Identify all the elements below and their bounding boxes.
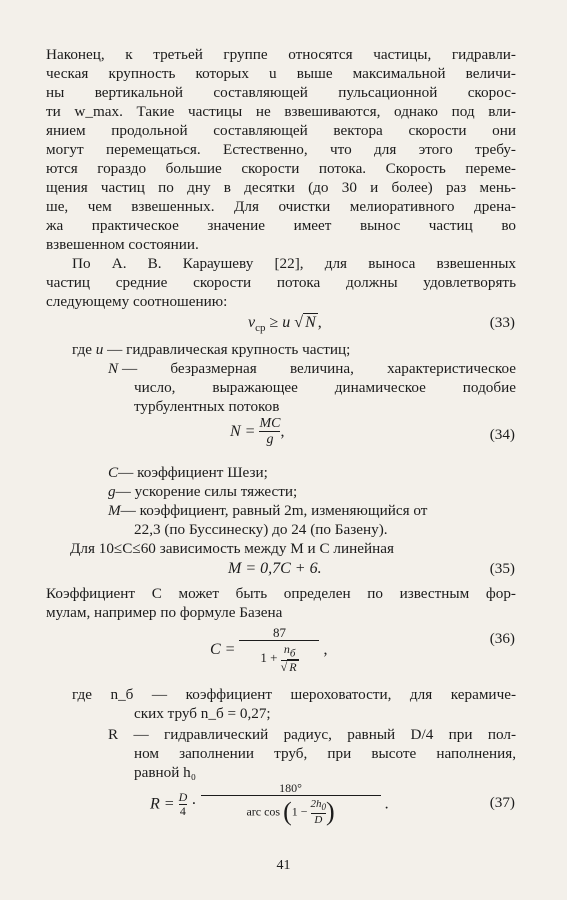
equation-37: R = $\frac{D}{4}$ · 180° arc cos (1 − $\frac{2h_0}{D}$ ) . (37) [150, 781, 515, 827]
text-line: где n_б — коэффициент шероховатости, для керамиче- [72, 686, 516, 703]
def-symbol: C [108, 464, 119, 481]
text-line: щения частиц по дну в десятки (до 30 и более) раз мень- [46, 179, 516, 196]
text-line: Для 10≤C≤60 зависимость между M и C линейная [70, 540, 394, 557]
def-symbol: N [108, 360, 119, 377]
text-line: ются гораздо большие скорости потока. Скорость переме- [46, 160, 516, 177]
def-symbol: u [95, 341, 104, 358]
eq-numerator: 180° [279, 781, 302, 795]
eq-subscript: б [289, 647, 296, 660]
eq-inner-numerator: 2h [310, 798, 322, 811]
eq-subscript: 0 [321, 802, 327, 813]
eq-term: 1 − [291, 804, 308, 819]
text-line: янием продольной составляющей вектора скорости они [46, 122, 516, 139]
text-line: R — гидравлический радиус, равный D/4 при пол- [108, 726, 516, 743]
text-line: могут перемещаться. Естественно, что для этого требу- [46, 141, 516, 158]
eq-punct: . [384, 795, 389, 813]
eq-inner-numerator: n [283, 642, 290, 657]
equation-number: (33) [489, 314, 515, 331]
definition-M [108, 502, 567, 520]
eq-radicand: R [289, 659, 297, 674]
text-line: ше, чем взвешенных. Для очистки мелиоративного дрена- [46, 198, 516, 215]
definition-u [72, 341, 542, 359]
equation-number: (34) [489, 426, 515, 443]
def-text: — коэффициент, равный 2m, изменяющийся от [120, 502, 428, 519]
eq-punct: , [280, 422, 285, 440]
equation-number: (36) [489, 630, 515, 647]
eq-relation: ≥ [269, 314, 279, 331]
text-line: Наконец, к третьей группе относятся частицы, гидравли- [46, 46, 516, 63]
eq-symbol: u [282, 314, 291, 331]
eq-lhs: N = [230, 422, 256, 440]
text-line: ны вертикальной составляющей пульсационной скорос- [46, 84, 516, 101]
eq-inner-denominator: D [311, 813, 327, 826]
text-line: ном заполнении труб, при высоте наполнения, [134, 745, 516, 762]
eq-expression: M = 0,7C + 6. [228, 560, 322, 577]
eq-denominator: g [259, 431, 280, 447]
eq-lhs: C = [210, 640, 236, 658]
def-text: число, выражающее динамическое подобие [134, 379, 516, 396]
eq-numerator: 87 [272, 625, 286, 640]
definition-g [108, 483, 567, 501]
eq-subscript: ср [255, 322, 266, 335]
eq-radicand: N [305, 314, 316, 331]
text-line: жа практическое значение имеет вынос частиц во [46, 217, 516, 234]
text-line: ти w_max. Такие частицы не взвешиваются, однако под вли- [46, 103, 516, 120]
text-line: взвешенном состоянии. [46, 236, 199, 253]
text-line: следующему соотношению: [46, 293, 228, 310]
def-text: турбулентных потоков [134, 398, 280, 415]
page-number: 41 [276, 858, 291, 873]
equation-number: (37) [489, 794, 515, 811]
text-line: По А. В. Караушеву [22], для выноса взвешенных [72, 255, 516, 272]
eq-function: arc cos [246, 804, 281, 819]
equation-35 [0, 560, 567, 580]
text-line: равной h₀ [134, 764, 197, 781]
eq-numerator: MC [259, 416, 281, 431]
def-text: — гидравлическая крупность частиц; [107, 341, 351, 358]
def-text: — безразмерная величина, характеристическое [122, 360, 516, 377]
eq-den-prefix: 1 + [260, 650, 278, 666]
equation-36: C = 87 1 + $\frac{n_б}{√ R}$ , (36) [210, 625, 515, 674]
text-line: мулам, например по формуле Базена [46, 604, 283, 621]
eq-lhs: R = [150, 795, 175, 813]
eq-punct: , [317, 314, 322, 331]
def-symbol: g [108, 483, 116, 500]
definition-C [108, 464, 567, 482]
eq-numerator: D [178, 789, 188, 804]
def-text: — ускорение силы тяжести; [115, 483, 298, 500]
eq-operator: · [191, 795, 197, 813]
equation-33: $v_{ср} \ge u$ √ N , (33) [248, 314, 515, 335]
text-line: ческая крупность которых u выше максимальной величи- [46, 65, 516, 82]
eq-punct: , [323, 640, 328, 658]
def-text: 22,3 (по Буссинеску) до 24 (по Базену). [134, 521, 388, 538]
def-text: — коэффициент Шези; [118, 464, 268, 481]
equation-34 [0, 416, 567, 460]
eq-denominator: 4 [179, 803, 186, 818]
text-line: частиц средние скорости потока должны удовлетворять [46, 274, 516, 291]
text-line: Коэффициент C может быть определен по известным фор- [46, 585, 516, 602]
where-label: где [72, 341, 92, 358]
text-line: ских труб n_б = 0,27; [134, 705, 271, 722]
eq-symbol: v [248, 314, 256, 331]
def-symbol: M [108, 502, 121, 519]
equation-number: (35) [489, 560, 515, 577]
